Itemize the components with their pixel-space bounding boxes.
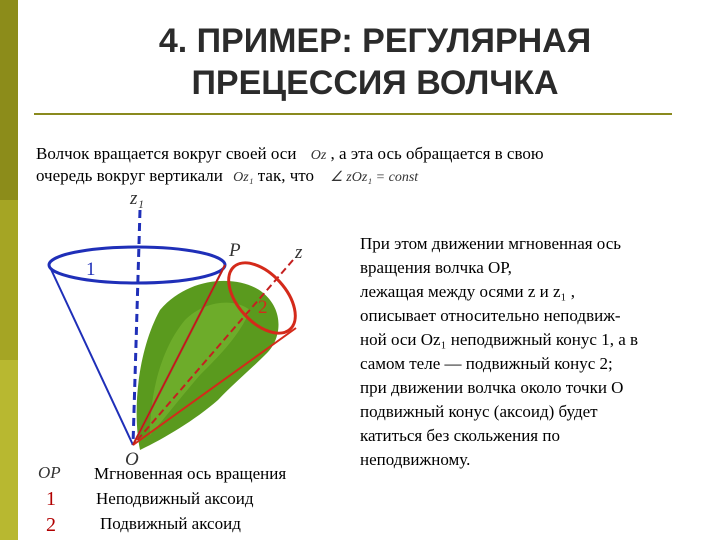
intro-text-1: Волчок вращается вокруг своей оси [36,144,297,163]
figure-label-P: P [229,240,241,261]
figure-label-z1: z₁ [130,188,144,209]
title-underline [34,113,672,115]
angle-formula: ∠ zOz₁ = const [330,170,419,185]
description-line-9: катиться без скольжения по [360,426,560,445]
figure-label-cone2: 2 [258,297,268,318]
figure-label-cone1: 1 [86,259,96,280]
description-line-3: лежащая между осями z и z₁ , [360,282,575,301]
legend-text-1: Неподвижный аксоид [96,489,254,508]
intro-line-1 [36,143,544,167]
title-line-1: 4. ПРИМЕР: РЕГУЛЯРНАЯ [158,22,592,60]
title-line-2: ПРЕЦЕССИЯ ВОЛЧКА [191,64,559,102]
intro-text-4: так, что [257,166,314,185]
intro-text-2: , а эта ось обращается в свою [330,144,544,163]
description-line-6: самом теле — подвижный конус 2; [360,354,613,373]
fixed-cone-left-edge [49,265,133,445]
description-line-5: ной оси Oz₁ неподвижный конус 1, а в [360,330,639,349]
legend-text-2: Подвижный аксоид [100,514,241,533]
legend-symbol-2: 2 [46,514,56,536]
intro-text-3: очередь вокруг вертикали [36,166,223,185]
description-line-4: описывает относительно неподвиж- [360,306,621,325]
legend-symbol-1: 1 [46,488,56,510]
description-line-8: подвижный конус (аксоид) будет [360,402,598,421]
accent-bar-top [0,0,18,200]
figure-label-z: z [295,242,303,263]
precession-figure [0,180,360,540]
description-paragraph [360,232,705,472]
legend-symbol-op: OP [38,463,61,482]
description-line-2: вращения волчка ОР, [360,258,512,277]
description-line-10: неподвижному. [360,450,471,469]
legend-text-op: Мгновенная ось вращения [94,464,287,483]
axis-oz-label: Oz [310,148,327,163]
figure-label-O: O [125,449,139,470]
description-line-7: при движении волчка около точки О [360,378,624,397]
axis-oz1-label: Oz₁ [233,170,254,185]
description-line-1: При этом движении мгновенная ось [360,234,622,253]
slide-title [40,20,710,104]
